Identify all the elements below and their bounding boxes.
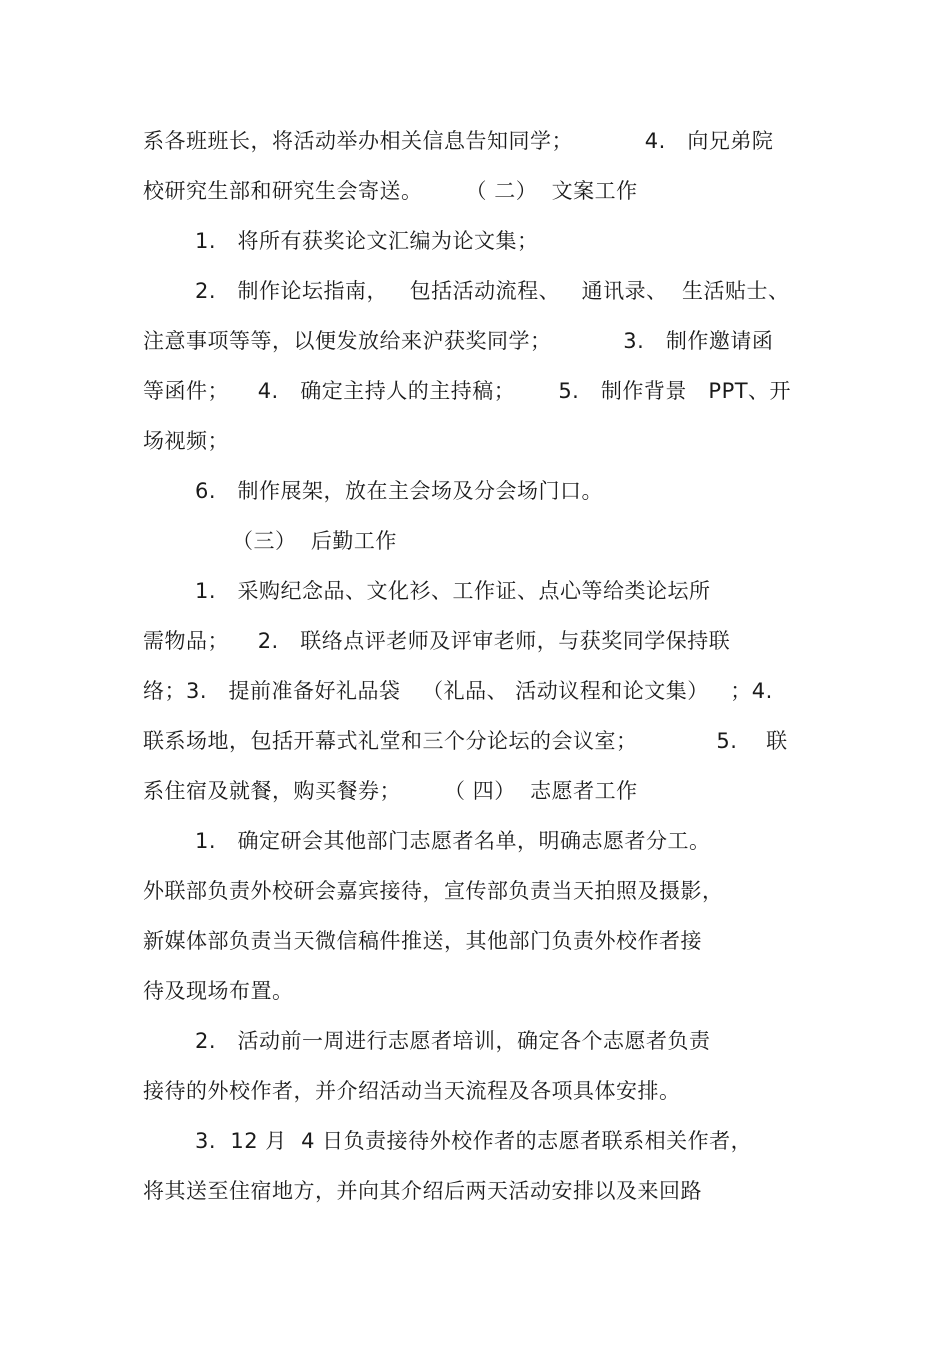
text-line: 系住宿及就餐，购买餐券； （ 四） 志愿者工作 bbox=[143, 779, 638, 803]
text-line: 将其送至住宿地方，并向其介绍后两天活动安排以及来回路 bbox=[143, 1179, 702, 1203]
text-line: 等函件； 4. 确定主持人的主持稿； 5. 制作背景 PPT、开 bbox=[143, 379, 792, 403]
text-line: 1. 采购纪念品、文化衫、工作证、点心等给类论坛所 bbox=[195, 579, 711, 603]
text-line: 新媒体部负责当天微信稿件推送，其他部门负责外校作者接 bbox=[143, 929, 702, 953]
section-heading: （三） 后勤工作 bbox=[232, 529, 397, 553]
text-line: 场视频； bbox=[143, 429, 229, 453]
text-line: 2. 活动前一周进行志愿者培训，确定各个志愿者负责 bbox=[195, 1029, 711, 1053]
text-line: 校研究生部和研究生会寄送。 （ 二） 文案工作 bbox=[143, 179, 638, 203]
text-line: 接待的外校作者，并介绍活动当天流程及各项具体安排。 bbox=[143, 1079, 681, 1103]
text-line: 1. 确定研会其他部门志愿者名单，明确志愿者分工。 bbox=[195, 829, 711, 853]
text-line: 3. 12 月 4 日负责接待外校作者的志愿者联系相关作者， bbox=[195, 1129, 753, 1153]
text-line: 外联部负责外校研会嘉宾接待，宣传部负责当天拍照及摄影， bbox=[143, 879, 724, 903]
text-line: 需物品； 2. 联络点评老师及评审老师，与获奖同学保持联 bbox=[143, 629, 731, 653]
text-line: 待及现场布置。 bbox=[143, 979, 294, 1003]
text-line: 6. 制作展架，放在主会场及分会场门口。 bbox=[195, 479, 604, 503]
text-line: 2. 制作论坛指南， 包括活动流程、 通讯录、 生活贴士、 bbox=[195, 279, 790, 303]
text-line: 联系场地，包括开幕式礼堂和三个分论坛的会议室； 5. 联 bbox=[143, 729, 788, 753]
text-line: 系各班班长，将活动举办相关信息告知同学； 4. 向兄弟院 bbox=[143, 129, 774, 153]
text-line: 1. 将所有获奖论文汇编为论文集； bbox=[195, 229, 539, 253]
text-line: 注意事项等等，以便发放给来沪获奖同学； 3. 制作邀请函 bbox=[143, 329, 774, 353]
text-line: 络；3. 提前准备好礼品袋 （礼品、 活动议程和论文集） ；4. bbox=[143, 679, 773, 703]
